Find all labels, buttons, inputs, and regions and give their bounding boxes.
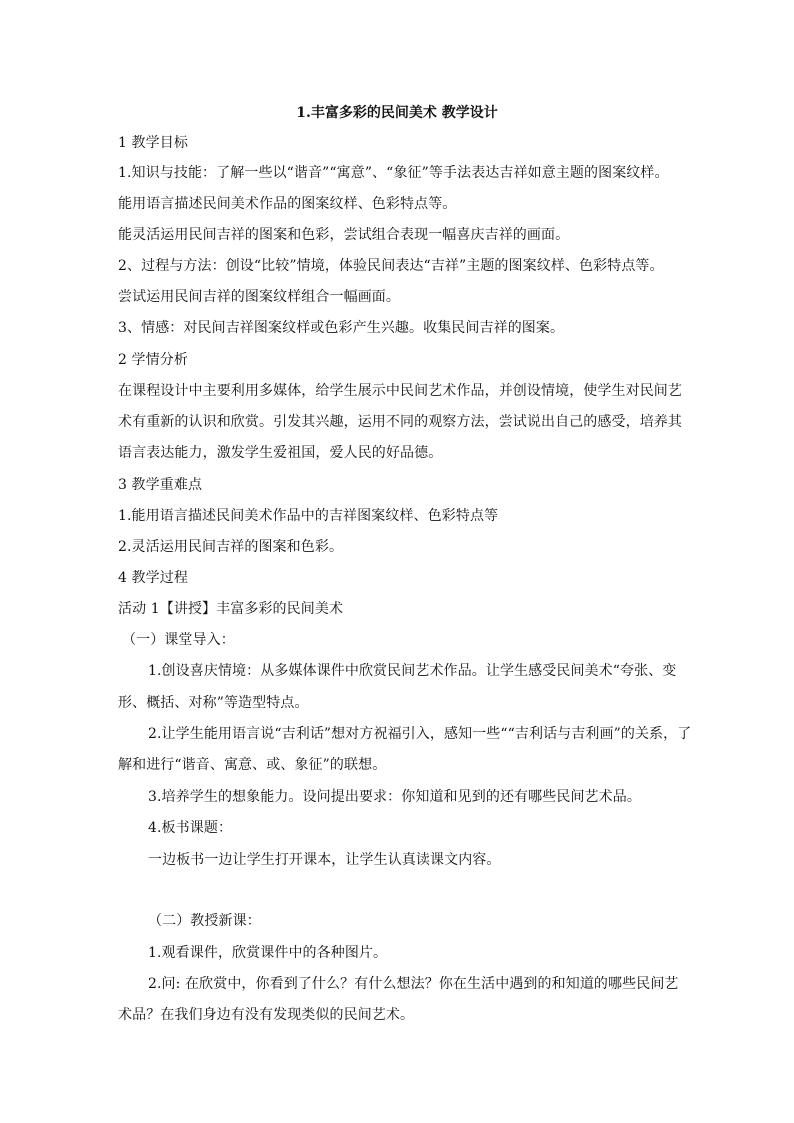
paragraph-line: 1.创设喜庆情境：从多媒体课件中欣赏民间艺术作品。让学生感受民间美术“夸张、变 [148,663,677,679]
paragraph-line: 能用语言描述民间美术作品的图案纹样、色彩特点等。 [118,196,457,212]
paragraph-line: 2、过程与方法：创设“比较”情境，体验民间表达“吉祥”主题的图案纹样、色彩特点等。 [118,258,664,274]
subsection-heading: （二）教授新课： [148,913,261,929]
paragraph-line: 1.知识与技能：了解一些以“谐音”“寓意”、“象征”等手法表达吉祥如意主题的图案纹样。 [118,165,669,181]
paragraph-line: 一边板书一边让学生打开课本，让学生认真读课文内容。 [148,852,501,868]
paragraph-line: 能灵活运用民间吉祥的图案和色彩，尝试组合表现一幅喜庆吉祥的画面。 [118,227,570,243]
paragraph-line: 1.能用语言描述民间美术作品中的吉祥图案纹样、色彩特点等 [118,508,499,524]
section-heading-objectives: 1 教学目标 [118,135,188,151]
section-heading-key-points: 3 教学重难点 [118,477,203,493]
paragraph-line: 尝试运用民间吉祥的图案纹样组合一幅画面。 [118,289,400,305]
paragraph-line: 术有重新的认识和欣赏。引发其兴趣，运用不同的观察方法，尝试说出自己的感受，培养其 [118,414,682,430]
paragraph-line: 在课程设计中主要利用多媒体，给学生展示中民间艺术作品，并创设情境，使学生对民间艺 [118,383,682,399]
activity-heading: 活动 1【讲授】丰富多彩的民间美术 [118,601,344,617]
paragraph-line: 1.观看课件，欣赏课件中的各种图片。 [148,945,388,961]
paragraph-line: 2.让学生能用语言说“吉利话”想对方祝福引入，感知一些““吉利话与吉利画”的关系，了 [148,726,692,742]
paragraph-line: 术品？在我们身边有没有发现类似的民间艺术。 [118,1007,415,1023]
paragraph-line: 形、概括、对称”等造型特点。 [118,695,309,711]
subsection-heading: （一）课堂导入： [122,632,235,648]
paragraph-line: 解和进行“谐音、寓意、或、象征”的联想。 [118,757,387,773]
paragraph-line: 4.板书课题： [148,820,233,836]
paragraph-line: 语言表达能力，激发学生爱祖国，爱人民的好品德。 [118,445,443,461]
paragraph-line: 2.灵活运用民间吉祥的图案和色彩。 [118,539,344,555]
section-heading-analysis: 2 学情分析 [118,352,188,368]
paragraph-line: 2.问: 在欣赏中，你看到了什么？有什么想法？你在生活中遇到的和知道的哪些民间艺 [148,976,679,992]
paragraph-line: 3.培养学生的想象能力。设问提出要求：你知道和见到的还有哪些民间艺术品。 [148,789,641,805]
paragraph-line: 3、情感：对民间吉祥图案纹样或色彩产生兴趣。收集民间吉祥的图案。 [118,320,565,336]
document-title: 1.丰富多彩的民间美术 教学设计 [296,105,498,121]
section-heading-process: 4 教学过程 [118,570,188,586]
